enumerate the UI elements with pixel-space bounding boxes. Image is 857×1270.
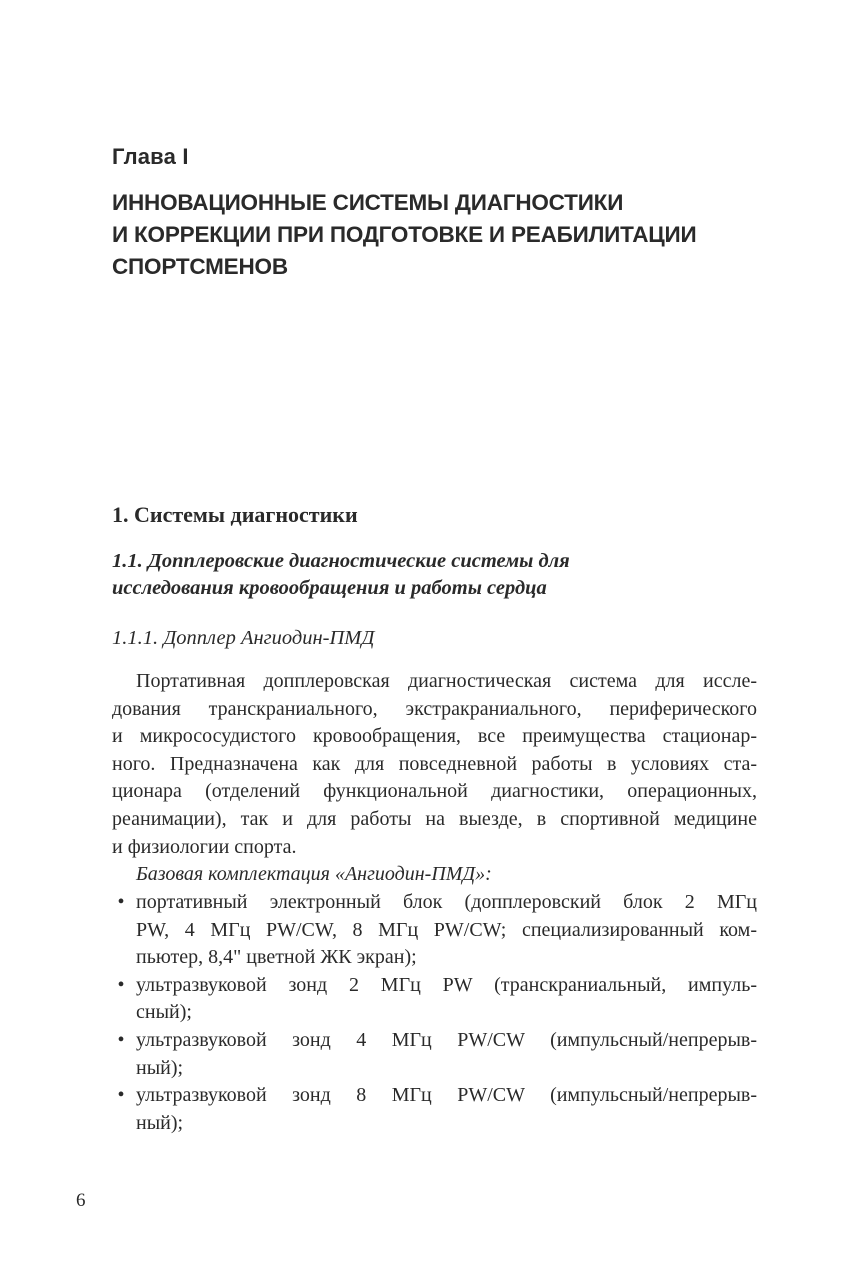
chapter-label: Глава I xyxy=(112,144,189,169)
subsection-heading xyxy=(112,548,772,602)
body-paragraph xyxy=(112,668,757,889)
subsection-heading-line: исследования кровообращения и работы сердца xyxy=(112,577,547,599)
paragraph-line: и физиологии спорта. xyxy=(112,835,297,858)
bullet-icon: • xyxy=(117,1084,125,1107)
list-item-line: пьютер, 8,4" цветной ЖК экран); xyxy=(136,946,417,969)
bullet-icon: • xyxy=(117,973,125,996)
kit-title: Базовая комплектация «Ангиодин-ПМД»: xyxy=(136,863,492,886)
list-item-line: портативный электронный блок (допплеровский блок 2 МГц xyxy=(136,891,757,913)
list-item-line: ный); xyxy=(136,1111,184,1134)
kit-list xyxy=(112,889,757,1137)
paragraph-line: ного. Предназначена как для повседневной работы в условиях ста- xyxy=(112,752,757,775)
list-item-line: PW, 4 МГц PW/CW, 8 МГц PW/CW; специализированный ком- xyxy=(136,918,757,941)
list-item-line: ультразвуковой зонд 8 МГц PW/CW (импульсный/непрерыв- xyxy=(136,1084,757,1107)
list-item-line: ный); xyxy=(136,1056,184,1079)
bullet-icon: • xyxy=(117,1028,125,1051)
paragraph-line: и микрососудистого кровообращения, все преимущества стационар- xyxy=(112,725,757,748)
list-item-line: ультразвуковой зонд 2 МГц PW (транскраниальный, импуль- xyxy=(136,973,757,996)
bullet-icon: • xyxy=(117,891,125,913)
chapter-title-line: ИННОВАЦИОННЫЕ СИСТЕМЫ ДИАГНОСТИКИ xyxy=(112,190,624,215)
page-number: 6 xyxy=(76,1190,86,1211)
paragraph-line: дования транскраниального, экстракраниального, периферического xyxy=(112,697,757,720)
subsection-heading-line: 1.1. Допплеровские диагностические системы для xyxy=(112,550,570,572)
subsubsection-heading: 1.1.1. Допплер Ангиодин-ПМД xyxy=(112,627,375,649)
list-item xyxy=(112,972,757,1027)
list-item-line: сный); xyxy=(136,1001,192,1024)
paragraph-line: Портативная допплеровская диагностическая система для иссле- xyxy=(136,670,757,692)
list-item xyxy=(112,1027,757,1082)
list-item xyxy=(112,889,757,972)
list-item-line: ультразвуковой зонд 4 МГц PW/CW (импульсный/непрерыв- xyxy=(136,1028,757,1051)
chapter-title-line: И КОРРЕКЦИИ ПРИ ПОДГОТОВКЕ И РЕАБИЛИТАЦИИ xyxy=(112,222,697,247)
chapter-title xyxy=(112,187,772,283)
paragraph-line: реанимации), так и для работы на выезде, в спортивной медицине xyxy=(112,807,757,830)
section-heading: 1. Системы диагностики xyxy=(112,502,358,527)
paragraph-line: ционара (отделений функциональной диагностики, операционных, xyxy=(112,780,757,803)
list-item xyxy=(112,1082,757,1137)
chapter-title-line: СПОРТСМЕНОВ xyxy=(112,254,288,279)
